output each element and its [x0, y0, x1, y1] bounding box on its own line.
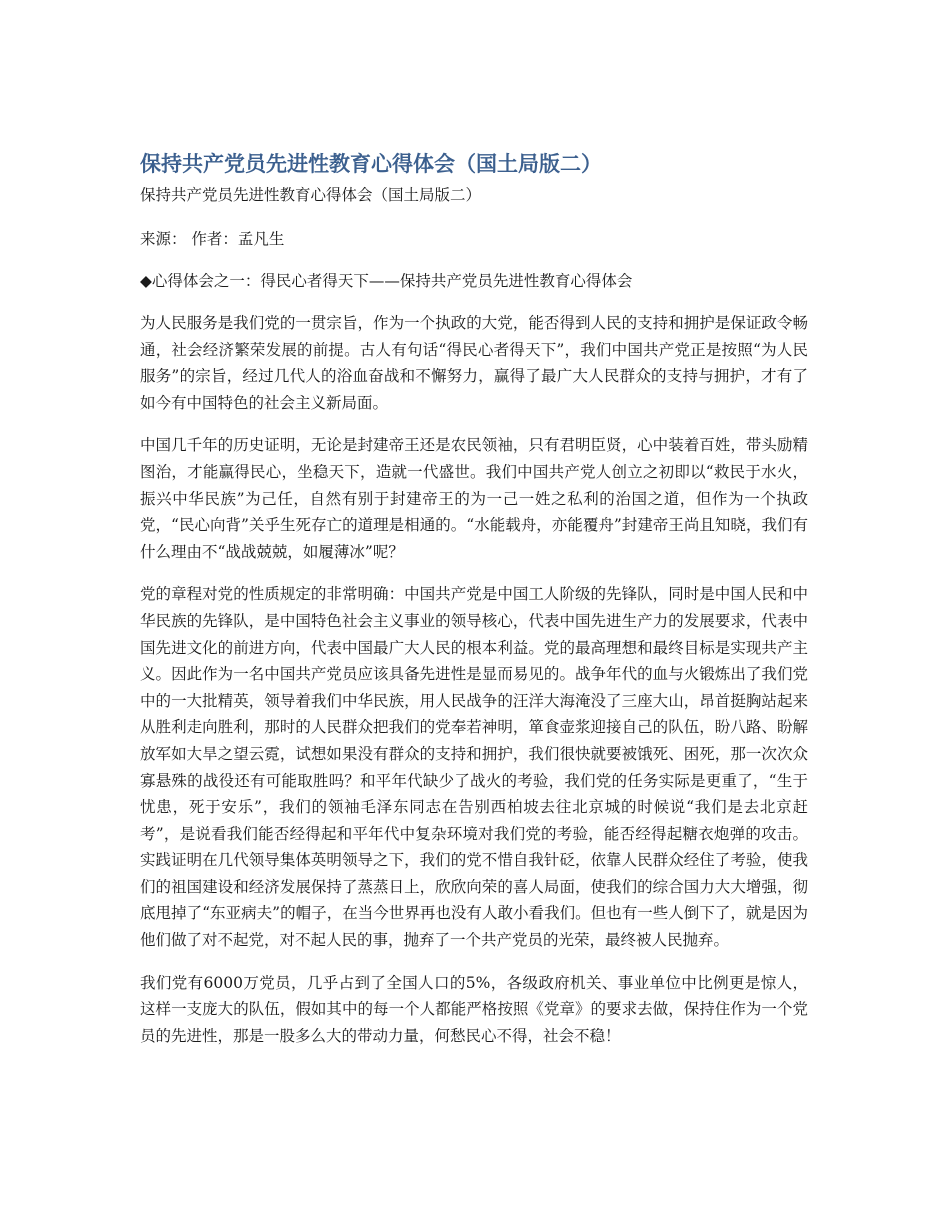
body-paragraph-4: 我们党有6000万党员，几乎占到了全国人口的5%，各级政府机关、事业单位中比例更是惊人，这样一支庞大的队伍，假如其中的每一个人都能严格按照《党章》的要求去做，保持住作为一个党员的先进性，那是一股多么大的带动力量，何愁民心不得，社会不稳！: [140, 973, 808, 1045]
body-paragraph-2: 中国几千年的历史证明，无论是封建帝王还是农民领袖，只有君明臣贤，心中装着百姓，带头励精图治，才能赢得民心，坐稳天下，造就一代盛世。我们中国共产党人创立之初即以“救民于水火，振兴中华民族”为己任，自然有别于封建帝王的为一己一姓之私利的治国之道，但作为一个执政党，“民心向背”关乎生死存亡的道理是相通的。“水能载舟，亦能覆舟”封建帝王尚且知晓，我们有什么理由不“战战兢兢，如履薄冰”呢？: [140, 436, 808, 561]
body-paragraph-1: 为人民服务是我们党的一贯宗旨，作为一个执政的大党，能否得到人民的支持和拥护是保证政令畅通，社会经济繁荣发展的前提。古人有句话“得民心者得天下”，我们中国共产党正是按照“为人民服务”的宗旨，经过几代人的浴血奋战和不懈努力，赢得了最广大人民群众的支持与拥护，才有了如今有中国特色的社会主义新局面。: [140, 314, 808, 412]
document-subtitle: 保持共产党员先进性教育心得体会（国土局版二）: [140, 186, 482, 204]
document-title: 保持共产党员先进性教育心得体会（国土局版二）: [140, 152, 602, 176]
source-author-line: 来源： 作者：孟凡生: [140, 230, 285, 248]
section-heading: ◆心得体会之一：得民心者得天下——保持共产党员先进性教育心得体会: [140, 272, 633, 290]
body-paragraph-3: 党的章程对党的性质规定的非常明确：中国共产党是中国工人阶级的先锋队，同时是中国人民和中华民族的先锋队，是中国特色社会主义事业的领导核心，代表中国先进生产力的发展要求，代表中国先进文化的前进方向，代表中国最广大人民的根本利益。党的最高理想和最终目标是实现共产主义。因此作为一名中国共产党员应该具备先进性是显而易见的。战争年代的血与火锻炼出了我们党中的一大批精英，领导着我们中华民族，用人民战争的汪洋大海淹没了三座大山，昂首挺胸站起来从胜利走向胜利，那时的人民群众把我们的党奉若神明，箪食壶浆迎接自己的队伍，盼八路、盼解放军如大旱之望云霓，试想如果没有群众的支持和拥护，我们很快就要被饿死、困死，那一次次众寡悬殊的战役还有可能取胜吗？和平年代缺少了战火的考验，我们党的任务实际是更重了，“生于忧患，死于安乐”，我们的领袖毛泽东同志在告别西柏坡去往北京城的时候说“我们是去北京赶考”，是说看我们能否经得起和平年代中复杂环境对我们党的考验，能否经得起糖衣炮弹的攻击。实践证明在几代领导集体英明领导之下，我们的党不惜自我针砭，依靠人民群众经住了考验，使我们的祖国建设和经济发展保持了蒸蒸日上，欣欣向荣的喜人局面，使我们的综合国力大大增强，彻底甩掉了“东亚病夫”的帽子，在当今世界再也没有人敢小看我们。但也有一些人倒下了，就是因为他们做了对不起党，对不起人民的事，抛弃了一个共产党员的光荣，最终被人民抛弃。: [140, 585, 808, 950]
document-page: [140, 146, 808, 1065]
